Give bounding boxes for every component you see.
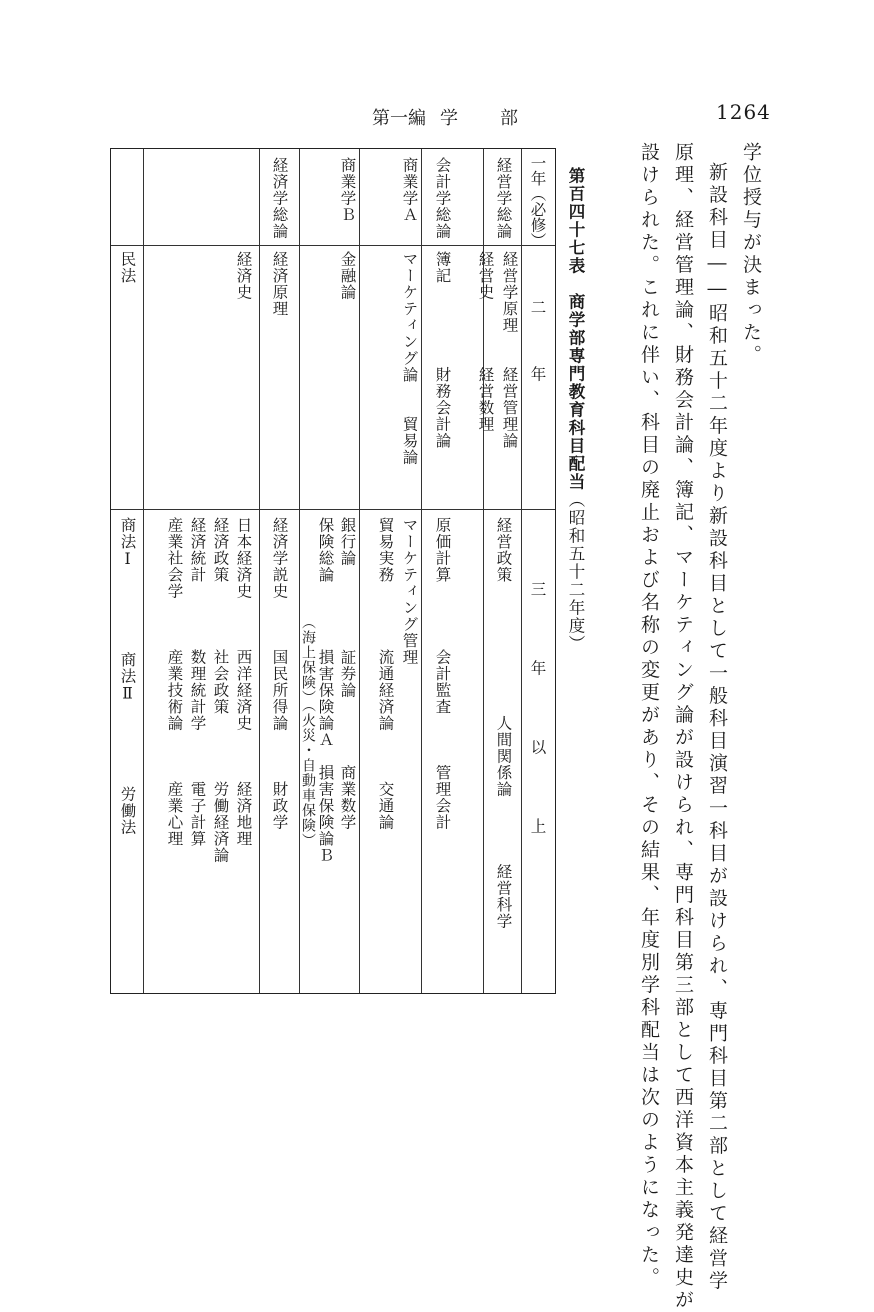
row4-year3-line1: 銀行論 証券論 商業数学 bbox=[338, 517, 357, 831]
body-line-3: 原理、経営管理論、財務会計論、簿記、マーケティング論が設けられ、専門科目第三部として西洋資本主義発達史が bbox=[672, 142, 694, 1312]
row5-year3-line4: 経済統計 数理統計学 電子計算 bbox=[188, 517, 207, 847]
table-title bbox=[563, 167, 587, 653]
row5-year1: 経済学総論 bbox=[270, 157, 289, 240]
row5-year3-line3: 経済政策 社会政策 労働経済論 bbox=[211, 517, 230, 864]
row6-year3: 商法Ⅰ 商法Ⅱ 労働法 bbox=[118, 517, 137, 836]
row1-year2-line1: 経営学原理 経営管理論 bbox=[500, 251, 519, 449]
row4-year3-line2: 保険総論 損害保険論Ａ 損害保険論Ｂ bbox=[316, 517, 335, 864]
row4-year1: 商業学Ｂ bbox=[338, 157, 357, 223]
row5-year3-line5: 産業社会学 産業技術論 産業心理 bbox=[165, 517, 184, 847]
header-year3: 三 年 以 上 bbox=[528, 581, 547, 858]
running-head-part: 第一編 bbox=[372, 108, 426, 129]
table-title-paren: （昭和五十二年度） bbox=[566, 491, 585, 653]
row1-year3: 経営政策 人間関係論 経営科学 bbox=[494, 517, 513, 930]
row1-year2-line2: 経営史 経営数理 bbox=[476, 251, 495, 433]
row5-year3-line1: 経済学説史 国民所得論 財政学 bbox=[270, 517, 289, 831]
page-number: 1264 bbox=[716, 100, 771, 124]
header-year1: 一年（必修） bbox=[528, 155, 547, 248]
row5-year3-line2: 日本経済史 西洋経済史 経済地理 bbox=[234, 517, 253, 847]
subject-table bbox=[110, 148, 556, 994]
body-line-1: 学位授与が決まった。 bbox=[740, 142, 762, 367]
row5-year2-line1: 経済原理 bbox=[270, 251, 289, 317]
row3-year3-line1: マーケティング管理 bbox=[400, 517, 419, 666]
row2-year1: 会計学総論 bbox=[433, 157, 452, 240]
row4-year2: 金融論 bbox=[338, 251, 357, 301]
row2-year3: 原価計算 会計監査 管理会計 bbox=[433, 517, 452, 831]
body-line-2: 新設科目――昭和五十二年度より新設科目として一般科目演習一科目が設けられ、専門科目第二部として経営学 bbox=[706, 162, 728, 1293]
table-title-main: 第百四十七表 商学部専門教育科目配当 bbox=[566, 167, 585, 491]
header-year2: 二 年 bbox=[528, 299, 547, 400]
row2-year2: 簿記 財務会計論 bbox=[433, 251, 452, 449]
row1-year1: 経営学総論 bbox=[494, 157, 513, 240]
row5-year2-line2: 経済史 bbox=[234, 251, 253, 301]
row3-year2: マーケティング論 貿易論 bbox=[400, 251, 419, 466]
running-head-dept: 部 bbox=[500, 108, 518, 129]
row6-year2: 民法 bbox=[118, 251, 137, 284]
row3-year1: 商業学Ａ bbox=[400, 157, 419, 223]
body-line-4: 設けられた。これに伴い、科目の廃止および名称の変更があり、その結果、年度別学科配当は次のようになった。 bbox=[638, 142, 660, 1290]
row4-year3-line3: （海上保険）（火災・自動車保険） bbox=[300, 517, 316, 848]
running-head-section: 学 bbox=[440, 108, 472, 129]
running-head bbox=[372, 104, 518, 130]
row3-year3-line2: 貿易実務 流通経済論 交通論 bbox=[376, 517, 395, 831]
